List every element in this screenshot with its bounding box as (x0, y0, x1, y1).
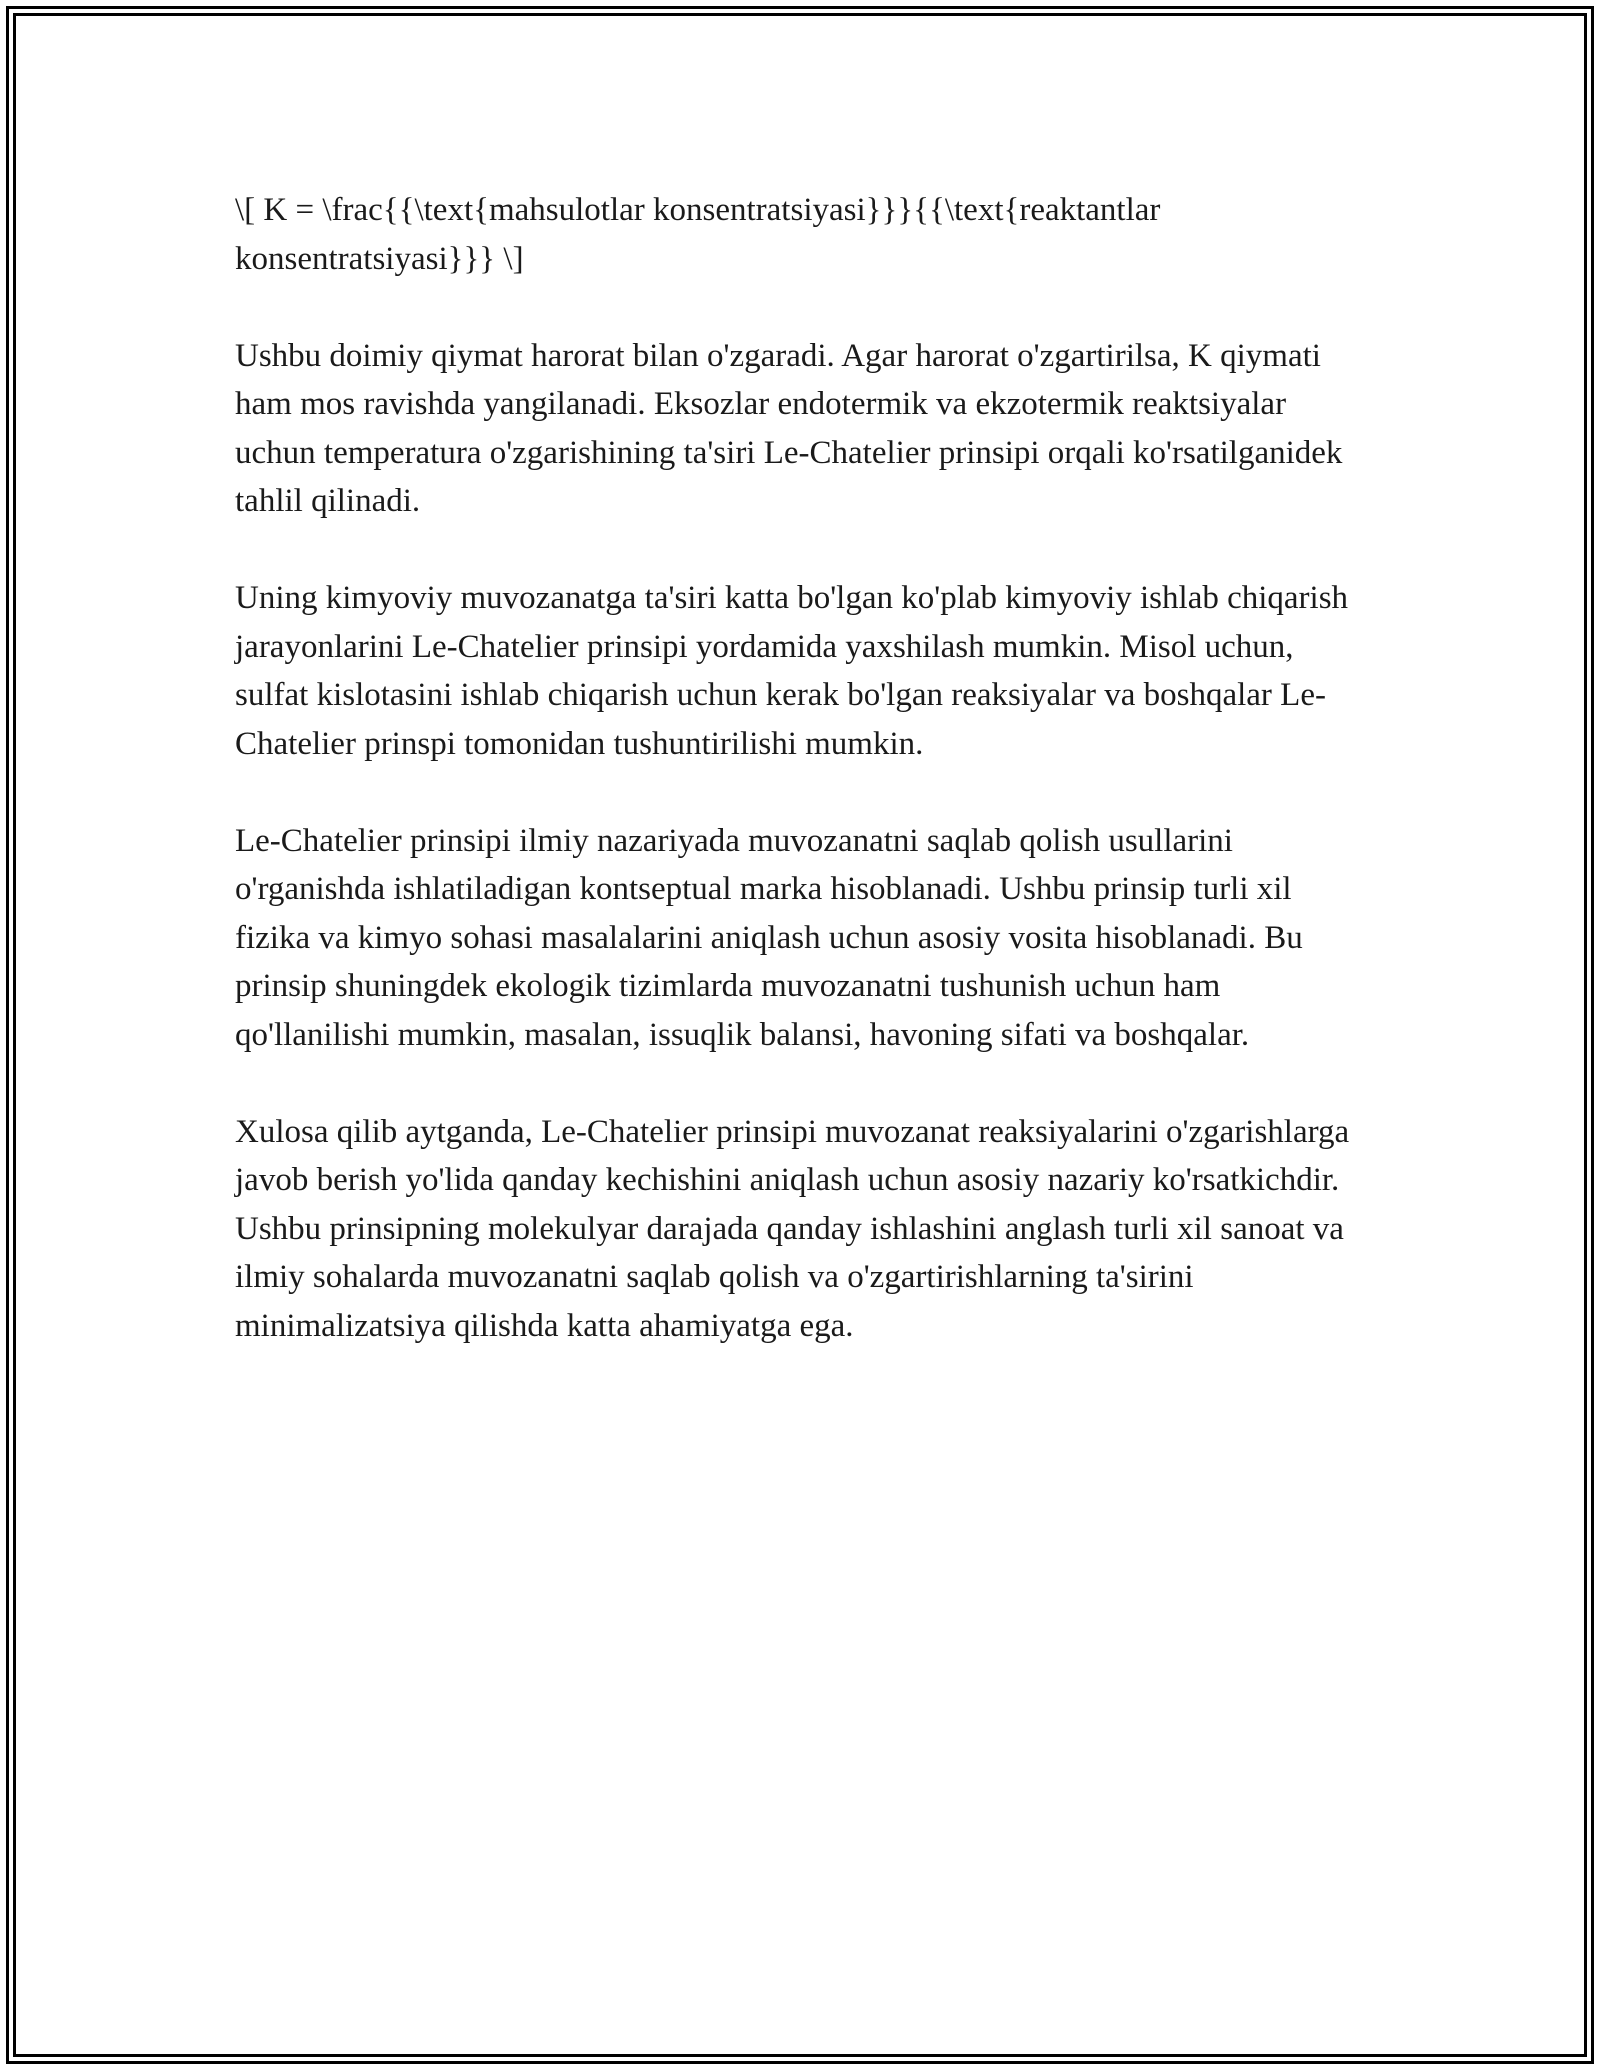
paragraph-scientific-theory: Le-Chatelier prinsipi ilmiy nazariyada muvozanatni saqlab qolish usullarini o'rganishda ishlatiladigan kontseptual marka hisoblanadi. Ushbu prinsip turli xil fizika va kimyo sohasi masalalarini aniqlash uchun asosiy vosita hisoblanadi. Bu prinsip shuningdek ekologik tizimlarda muvozanatni tushunish uchun ham qo'llanilishi mumkin, masalan, issuqlik balansi, havoning sifati va boshqalar. (235, 822, 1303, 1053)
formula-paragraph: \[ K = \frac{{\text{mahsulotlar konsentratsiyasi}}}{{\text{reaktantlar konsentratsiyasi}}} \] (235, 192, 1161, 277)
document-body (235, 186, 1370, 1399)
paragraph-conclusion: Xulosa qilib aytganda, Le-Chatelier prinsipi muvozanat reaksiyalarini o'zgarishlarga javob berish yo'lida qanday kechishini aniqlash uchun asosiy nazariy ko'rsatkichdir. Ushbu prinsipning molekulyar darajada qanday ishlashini anglash turli xil sanoat va ilmiy sohalarda muvozanatni saqlab qolish va o'zgartirishlarning ta'sirini minimalizatsiya qilishda katta ahamiyatga ega. (235, 1113, 1350, 1344)
paragraph-temperature-effect: Ushbu doimiy qiymat harorat bilan o'zgaradi. Agar harorat o'zgartirilsa, K qiymati ham mos ravishda yangilanadi. Eksozlar endotermik va ekzotermik reaktsiyalar uchun temperatura o'zgarishining ta'siri Le-Chatelier prinsipi orqali ko'rsatilganidek tahlil qilinadi. (235, 337, 1343, 519)
paragraph-industrial-applications: Uning kimyoviy muvozanatga ta'siri katta bo'lgan ko'plab kimyoviy ishlab chiqarish jarayonlarini Le-Chatelier prinsipi yordamida yaxshilash mumkin. Misol uchun, sulfat kislotasini ishlab chiqarish uchun kerak bo'lgan reaksiyalar va boshqalar Le-Chatelier prinspi tomonidan tushuntirilishi mumkin. (235, 580, 1349, 762)
